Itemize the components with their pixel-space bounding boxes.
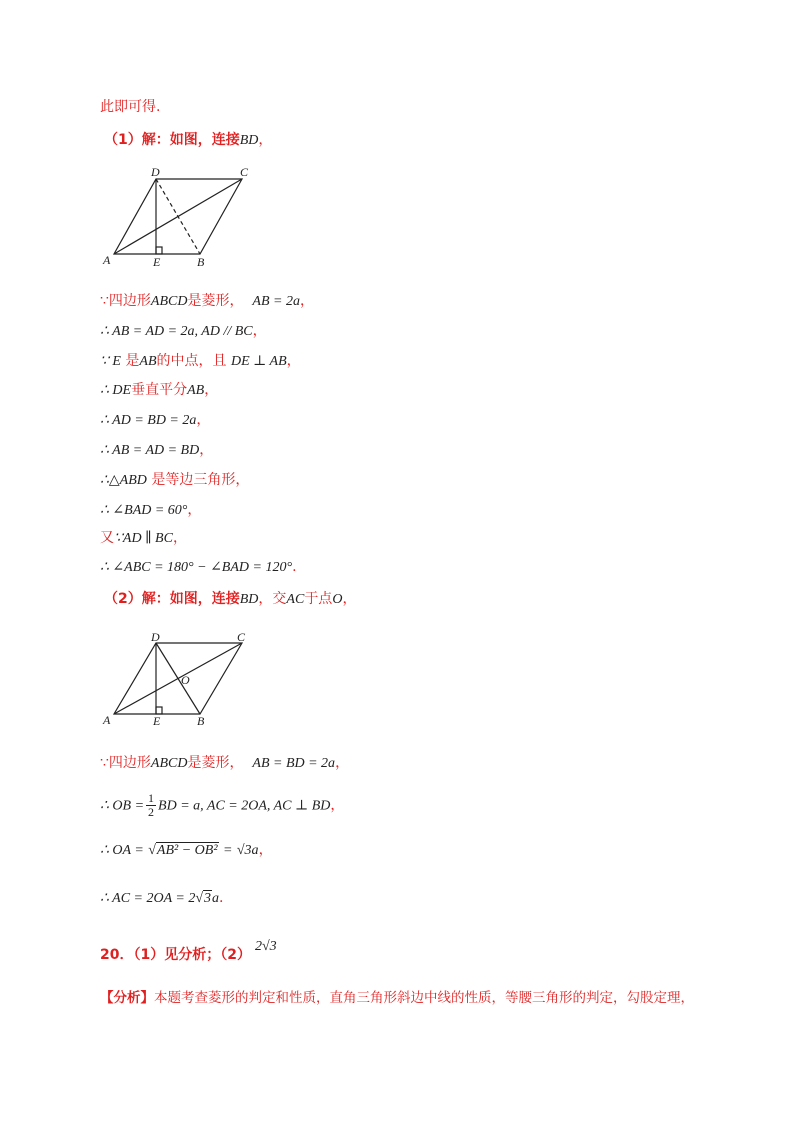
label-B: B (197, 714, 205, 728)
question-20-answer: 20．（1）见分析；（2）2√3 (100, 939, 277, 963)
step-b3: ∴ OA = √AB² − OB² = √3a， (100, 842, 273, 858)
step-a6: ∴ AB = AD = BD， (100, 442, 214, 458)
step-a5: ∴ AD = BD = 2a， (100, 412, 211, 428)
analysis-line: 【分析】本题考查菱形的判定和性质，直角三角形斜边中线的性质，等腰三角形的判定，勾股定理， (100, 990, 694, 1006)
label-A: A (103, 253, 111, 267)
part1-heading: （1）解：如图，连接BD， (104, 132, 273, 148)
label-A: A (103, 713, 111, 727)
fraction-one-half: $\frac{1}{2}$ (148, 791, 155, 819)
label-E: E (153, 714, 161, 728)
label-C: C (237, 630, 246, 644)
rhombus-figure-2 (100, 626, 270, 731)
step-a4: ∴ DE垂直平分AB， (100, 382, 219, 398)
step-b4: ∴ AC = 2OA = 2√3a. (100, 890, 224, 906)
step-a1: ∵四边形ABCD是菱形， AB = 2a， (100, 293, 314, 309)
continuation-text: 此即可得. (100, 99, 161, 115)
step-a3: ∵ E 是AB的中点，且 DE ⊥ AB， (100, 353, 301, 369)
step-b1: ∵四边形ABCD是菱形， AB = BD = 2a， (100, 755, 350, 771)
step-a10: ∴ ∠ABC = 180° − ∠BAD = 120°. (100, 559, 297, 575)
label-B: B (197, 255, 205, 269)
label-D: D (151, 165, 160, 179)
part2-heading: （2）解：如图，连接BD，交AC于点O， (104, 591, 357, 607)
label-D: D (151, 630, 160, 644)
label-O: O (181, 673, 190, 687)
rhombus-figure-1 (100, 162, 270, 272)
step-a9: 又∵AD ∥ BC， (100, 530, 187, 546)
step-a8: ∴ ∠BAD = 60°， (100, 502, 202, 518)
step-a2: ∴ AB = AD = 2a, AD // BC， (100, 323, 267, 339)
label-E: E (153, 255, 161, 269)
step-a7: ∴△ABD 是等边三角形， (100, 472, 250, 488)
label-C: C (240, 165, 249, 179)
step-b2: ∴ OB = $\frac{1}{2}$ BD = a, AC = 2OA, AC ⊥ BD， (100, 791, 345, 819)
